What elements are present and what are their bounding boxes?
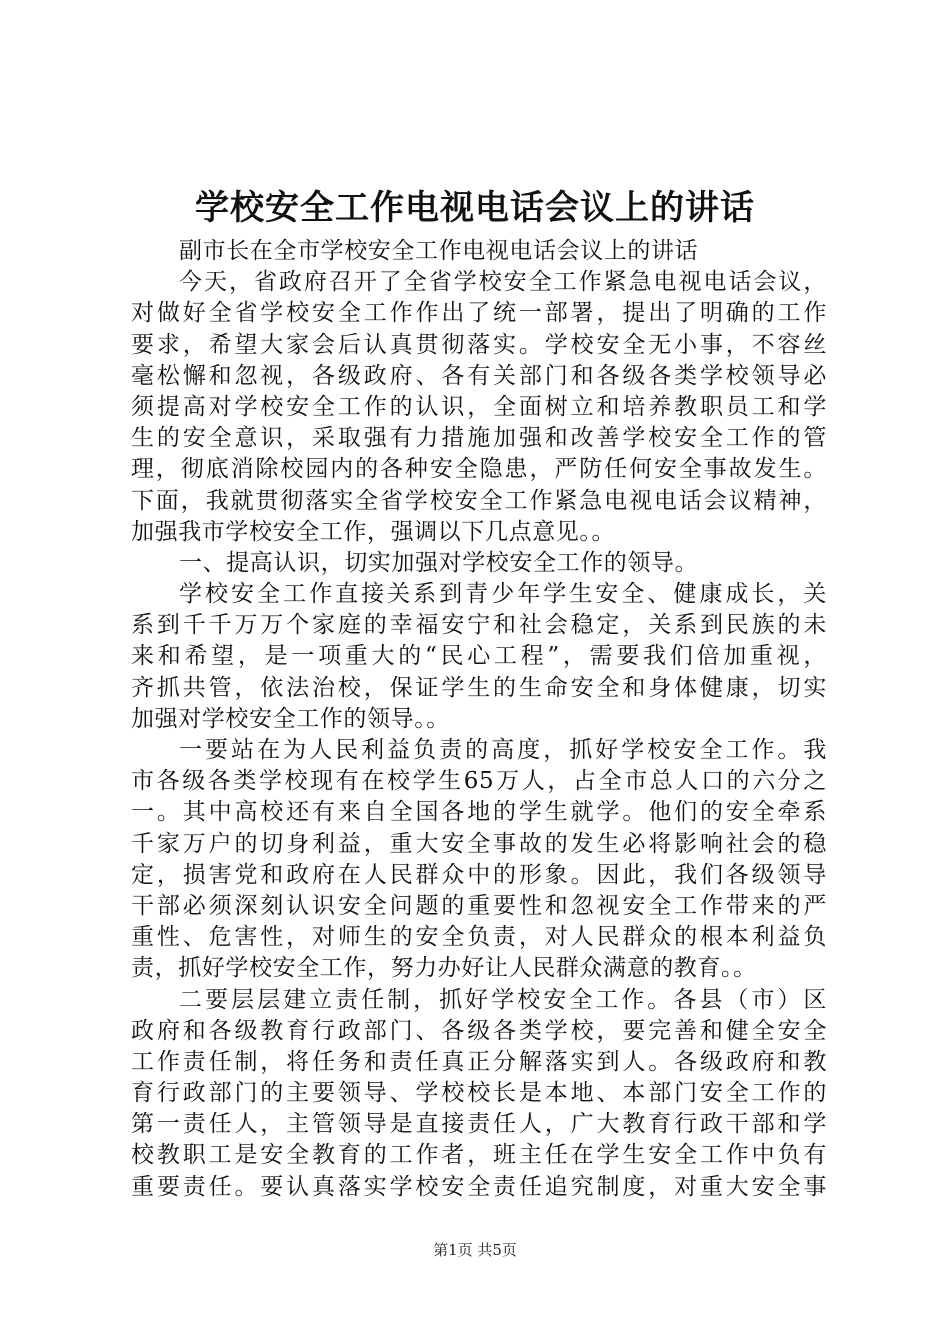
document-body [131,236,827,1203]
paragraph-line: 第一责任人，主管领导是直接责任人，广大教育行政干部和学 [131,1111,827,1138]
section-heading: 一、提高认识，切实加强对学校安全工作的领导。 [179,549,699,576]
paragraph-line: 工作责任制，将任务和责任真正分解落实到人。各级政府和教 [131,1048,827,1075]
paragraph-line: 齐抓共管，依法治校，保证学生的生命安全和身体健康，切实 [131,674,827,701]
paragraph-line: 千家万户的切身利益，重大安全事故的发生必将影响社会的稳 [131,830,827,857]
paragraph-line: 须提高对学校安全工作的认识，全面树立和培养教职员工和学 [131,393,827,420]
paragraph-line: 生的安全意识，采取强有力措施加强和改善学校安全工作的管 [131,425,827,452]
paragraph-line: 系到千千万万个家庭的幸福安宁和社会稳定，关系到民族的未 [131,612,827,639]
paragraph-line: 二要层层建立责任制，抓好学校安全工作。各县（市）区 [179,986,827,1013]
paragraph-line: 对做好全省学校安全工作作出了统一部署，提出了明确的工作 [131,300,827,327]
paragraph-line: 重要责任。要认真落实学校安全责任追究制度，对重大安全事 [131,1173,827,1200]
paragraph-line: 今天，省政府召开了全省学校安全工作紧急电视电话会议， [179,269,827,296]
paragraph-line: 市各级各类学校现有在校学生65万人，占全市总人口的六分之 [131,768,827,795]
paragraph-line: 一要站在为人民利益负责的高度，抓好学校安全工作。我 [179,737,827,763]
paragraph-line: 来和希望，是一项重大的“民心工程”，需要我们倍加重视， [131,643,827,670]
paragraph-line: 要求，希望大家会后认真贯彻落实。学校安全无小事，不容丝 [131,331,827,358]
paragraph-line: 加强我市学校安全工作，强调以下几点意见。。 [131,518,616,545]
paragraph-line: 重性、危害性，对师生的安全负责，对人民群众的根本利益负 [131,924,827,951]
paragraph-line: 校教职工是安全教育的工作者，班主任在学生安全工作中负有 [131,1142,827,1169]
paragraph-line: 理，彻底消除校园内的各种安全隐患，严防任何安全事故发生。 [131,456,827,483]
paragraph-line: 毫松懈和忽视，各级政府、各有关部门和各级各类学校领导必 [131,362,827,389]
paragraph-line: 责，抓好学校安全工作，努力办好让人民群众满意的教育。。 [131,955,757,982]
subtitle-line: 副市长在全市学校安全工作电视电话会议上的讲话 [179,238,699,264]
paragraph-line: 育行政部门的主要领导、学校校长是本地、本部门安全工作的 [131,1080,827,1107]
paragraph-line: 学校安全工作直接关系到青少年学生安全、健康成长，关 [179,581,827,608]
page-number-footer: 第1页 共5页 [433,1241,517,1259]
paragraph-line: 干部必须深刻认识安全问题的重要性和忽视安全工作带来的严 [131,892,827,919]
document-title: 学校安全工作电视电话会议上的讲话 [195,188,755,228]
paragraph-line: 定，损害党和政府在人民群众中的形象。因此，我们各级领导 [131,861,827,888]
paragraph-line: 一。其中高校还有来自全国各地的学生就学。他们的安全牵系 [131,799,827,826]
paragraph-line: 政府和各级教育行政部门、各级各类学校，要完善和健全安全 [131,1017,827,1044]
paragraph-line: 加强对学校安全工作的领导。。 [131,705,450,732]
paragraph-line: 下面，我就贯彻落实全省学校安全工作紧急电视电话会议精神， [131,487,827,514]
